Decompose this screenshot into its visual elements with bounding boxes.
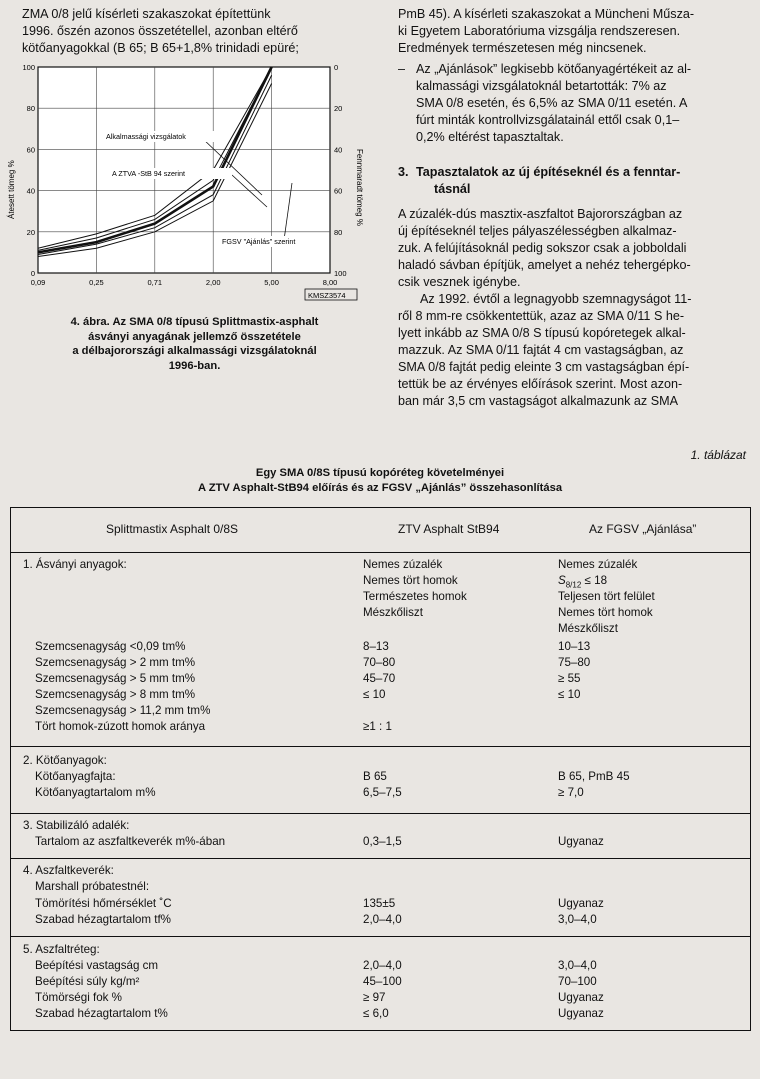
text-line: SMA 0/8 esetén, és 6,5% az SMA 0/11 esetén. A xyxy=(416,96,688,110)
table-cell: ≤ 10 xyxy=(363,688,386,701)
table-cell: Nemes tört homok xyxy=(558,606,653,619)
table-cell: 45–100 xyxy=(363,975,402,988)
table-cell: Nemes zúzalék xyxy=(558,558,638,571)
right-tick-label: 60 xyxy=(334,186,343,196)
section-subtitle: Marshall próbatestnél: xyxy=(35,880,150,893)
table-cell: Kötőanyagfajta: xyxy=(35,770,116,783)
text-line: kötőanyagokkal (B 65; B 65+1,8% trinidadi epüré; xyxy=(22,41,299,55)
section-number: 3. xyxy=(398,165,409,179)
text-line: Az 1992. évtől a legnagyobb szemnagyságot 11- xyxy=(420,292,692,306)
right-tick-label: 20 xyxy=(334,104,343,114)
table-cell: 135±5 xyxy=(363,897,396,910)
table-cell: 0,3–1,5 xyxy=(363,835,402,848)
table-cell: Szemcsenagyság > 2 mm tm% xyxy=(35,656,196,669)
table-cell: Teljesen tört felület xyxy=(558,590,655,603)
left-column xyxy=(7,6,367,373)
caption-line: 4. ábra. Az SMA 0/8 típusú Splittmastix-asphalt xyxy=(70,316,319,328)
section-title: 1. Ásványi anyagok: xyxy=(23,558,127,571)
text-line: ki Egyetem Laboratóriuma vizsgálja rendszeresen. xyxy=(398,24,681,38)
text-line: Az „Ajánlások” legkisebb kötőanyagértékeit az al- xyxy=(416,62,692,76)
annotation-ztva: A ZTVA -StB 94 szerint xyxy=(112,169,185,178)
caption-line: a délbajorországi alkalmassági vizsgálatoknál xyxy=(72,345,317,357)
left-tick-label: 80 xyxy=(26,104,35,114)
table-title-line: Egy SMA 0/8S típusú kopóréteg követelményei xyxy=(255,467,505,479)
requirements-table xyxy=(10,507,751,1031)
right-tick-label: 40 xyxy=(334,145,343,155)
text-line: ban már 3,5 cm vastagságot alkalmazunk az SMA xyxy=(398,394,678,408)
table-cell: 2,0–4,0 xyxy=(363,959,402,972)
table-cell: 3,0–4,0 xyxy=(558,959,597,972)
header-cell: ZTV Asphalt StB94 xyxy=(398,522,500,536)
heading-line: Tapasztalatok az új építéseknél és a fenntar- xyxy=(416,165,681,179)
table-section-mineral xyxy=(11,552,750,747)
text-line: új építéseknél teljes pályaszélességben alkalmaz- xyxy=(398,224,677,238)
table-cell: 10–13 xyxy=(558,640,591,653)
table-cell: 6,5–7,5 xyxy=(363,786,402,799)
value: ≤ 18 xyxy=(581,574,608,587)
text-line: fúrt minták kontrollvizsgálatainál ettől csak 0,1– xyxy=(416,113,680,127)
caption-line: 1996-ban. xyxy=(168,359,221,372)
x-tick-label: 2,00 xyxy=(205,278,221,287)
x-tick-label: 0,71 xyxy=(147,278,163,287)
left-tick-label: 100 xyxy=(22,63,35,72)
table-cell: 70–80 xyxy=(363,656,396,669)
text-line: mazzuk. Az SMA 0/11 fajtát 4 cm vastagságban, az xyxy=(398,343,684,357)
table-cell: ≤ 6,0 xyxy=(363,1007,389,1020)
bullet-dash: – xyxy=(398,62,406,76)
right-axis-ticks xyxy=(334,63,347,278)
table-cell: 3,0–4,0 xyxy=(558,913,597,926)
table-cell: ≤ 10 xyxy=(558,688,581,701)
table-cell: Tartalom az aszfaltkeverék m%-ában xyxy=(35,835,226,848)
table-cell: Ugyanaz xyxy=(558,835,604,848)
left-tick-label: 40 xyxy=(26,186,35,196)
figure-code: KMSZ3574 xyxy=(308,291,346,300)
x-tick-label: 5,00 xyxy=(264,278,279,287)
table-cell: Tört homok-zúzott homok aránya xyxy=(35,720,206,733)
left-axis-ticks xyxy=(22,63,35,278)
heading-line: tásnál xyxy=(434,182,471,196)
right-tick-label: 100 xyxy=(334,269,347,278)
left-tick-label: 0 xyxy=(30,269,35,278)
right-tick-label: 80 xyxy=(334,227,343,237)
figure-caption xyxy=(22,315,367,373)
table-number: 1. táblázat xyxy=(690,448,746,462)
section-heading xyxy=(398,164,750,198)
table-cell: Szemcsenagyság <0,09 tm% xyxy=(35,640,186,653)
left-axis-label: Átesett tömeg % xyxy=(7,160,16,219)
table-section-mixture xyxy=(11,859,750,937)
table-cell: 70–100 xyxy=(558,975,597,988)
paragraph-2 xyxy=(398,291,750,410)
table-cell: ≥1 : 1 xyxy=(363,720,392,733)
intro-paragraph xyxy=(22,6,367,57)
table-cell: 45–70 xyxy=(363,672,396,685)
table-cell: Ugyanaz xyxy=(558,897,604,910)
table-title xyxy=(0,466,760,495)
text-line: 1996. őszén azonos összetétellel, azonban eltérő xyxy=(22,24,298,38)
header-cell: Splittmastix Asphalt 0/8S xyxy=(106,522,239,536)
section-title: 5. Aszfaltréteg: xyxy=(23,943,100,956)
text-line: Eredmények természetesen még nincsenek. xyxy=(398,41,647,55)
table-cell: Kötőanyagtartalom m% xyxy=(35,786,156,799)
table-cell: Mészkőliszt xyxy=(363,606,423,619)
table-cell: 2,0–4,0 xyxy=(363,913,402,926)
grading-chart-svg xyxy=(7,59,367,309)
text-line: ről 8 mm-re csökkentettük, azaz az SMA 0/11 S he- xyxy=(398,309,685,323)
text-line: 0,2% eltérést tapasztaltak. xyxy=(416,130,564,144)
text-line: PmB 45). A kísérleti szakaszokat a Müncheni Műsza- xyxy=(398,7,695,21)
text-line: zuk. A felújításoknál pedig sokszor csak a jobboldali xyxy=(398,241,687,255)
right-axis-label: Fennmaradt tömeg % xyxy=(355,149,364,226)
x-tick-label: 0,25 xyxy=(89,278,104,287)
table-cell: ≥ 97 xyxy=(363,991,386,1004)
caption-line: ásványi anyagának jellemző összetétele xyxy=(88,330,301,343)
right-tick-label: 0 xyxy=(334,63,339,72)
x-tick-label: 8,00 xyxy=(322,278,338,287)
left-tick-label: 20 xyxy=(26,227,35,237)
table-header-row xyxy=(11,508,750,553)
text-line: SMA 0/8 fajtát pedig eleinte 3 cm vastagságban épí- xyxy=(398,360,690,374)
grading-chart xyxy=(7,59,367,309)
table-cell: 8–13 xyxy=(363,640,389,653)
left-tick-label: 60 xyxy=(26,145,35,155)
text-line: csik vesznek igénybe. xyxy=(398,275,521,289)
table-cell: Tömörítési hőmérséklet ˚C xyxy=(35,897,172,910)
table-title-line: A ZTV Asphalt-StB94 előírás és az FGSV „Ajánlás” összehasonlítása xyxy=(197,481,563,494)
section-title: 2. Kötőanyagok: xyxy=(23,754,107,767)
header-cell: Az FGSV „Ajánlása” xyxy=(589,522,697,536)
table-cell: Szabad hézagtartalom tf% xyxy=(35,913,171,926)
text-line: tettük be az érvényes előírások szerint. Most azon- xyxy=(398,377,683,391)
continued-paragraph xyxy=(398,6,750,57)
section-title: 4. Aszfaltkeverék: xyxy=(23,864,114,877)
table-cell: 75–80 xyxy=(558,656,591,669)
text-line: A zúzalék-dús masztix-aszfaltot Bajorországban az xyxy=(398,207,683,221)
bullet-item xyxy=(398,61,750,146)
table-cell: Ugyanaz xyxy=(558,991,604,1004)
table-cell: Nemes zúzalék xyxy=(363,558,443,571)
table-cell: Szemcsenagyság > 11,2 mm tm% xyxy=(35,704,211,717)
table-cell: Szabad hézagtartalom t% xyxy=(35,1007,168,1020)
annotation-fgsv: FGSV "Ajánlás" szerint xyxy=(222,237,296,246)
table-cell: Szemcsenagyság > 8 mm tm% xyxy=(35,688,196,701)
table-cell: Mészkőliszt xyxy=(558,622,618,635)
annotation-alkalmassagi: Alkalmassági vizsgálatok xyxy=(106,132,186,141)
x-tick-label: 0,09 xyxy=(30,278,46,287)
table-cell: Tömörségi fok % xyxy=(35,991,122,1004)
symbol: S xyxy=(558,574,566,587)
text-line: haladó sávban építjük, amelyet a nehéz tehergépko- xyxy=(398,258,691,272)
table-cell: Beépítési vastagság cm xyxy=(35,959,159,972)
text-line: ZMA 0/8 jelű kísérleti szakaszokat építettünk xyxy=(22,7,271,21)
table-cell: Nemes tört homok xyxy=(363,574,458,587)
table-section-binder xyxy=(11,747,750,814)
paragraph-1 xyxy=(398,206,750,291)
table-cell: Természetes homok xyxy=(363,590,467,603)
right-column xyxy=(398,6,750,410)
table-cell: ≥ 55 xyxy=(558,672,581,685)
table-cell: Szemcsenagyság > 5 mm tm% xyxy=(35,672,196,685)
x-axis-ticks xyxy=(31,278,338,287)
table-cell: ≥ 7,0 xyxy=(558,786,584,799)
table-section-layer xyxy=(11,937,750,1029)
table-section-stabilizer xyxy=(11,814,750,859)
table-cell: Ugyanaz xyxy=(558,1007,604,1020)
table-cell: B 65, PmB 45 xyxy=(558,770,630,783)
text-line: lyett inkább az SMA 0/8 S típusú kopóretegek alkal- xyxy=(398,326,686,340)
section-title: 3. Stabilizáló adalék: xyxy=(23,819,130,832)
subscript: 8/12 xyxy=(565,580,582,590)
text-line: kalmassági vizsgálatoknál betartották: 7% az xyxy=(416,79,667,93)
table-cell: Beépítési súly kg/m² xyxy=(35,975,140,988)
table-cell: B 65 xyxy=(363,770,387,783)
